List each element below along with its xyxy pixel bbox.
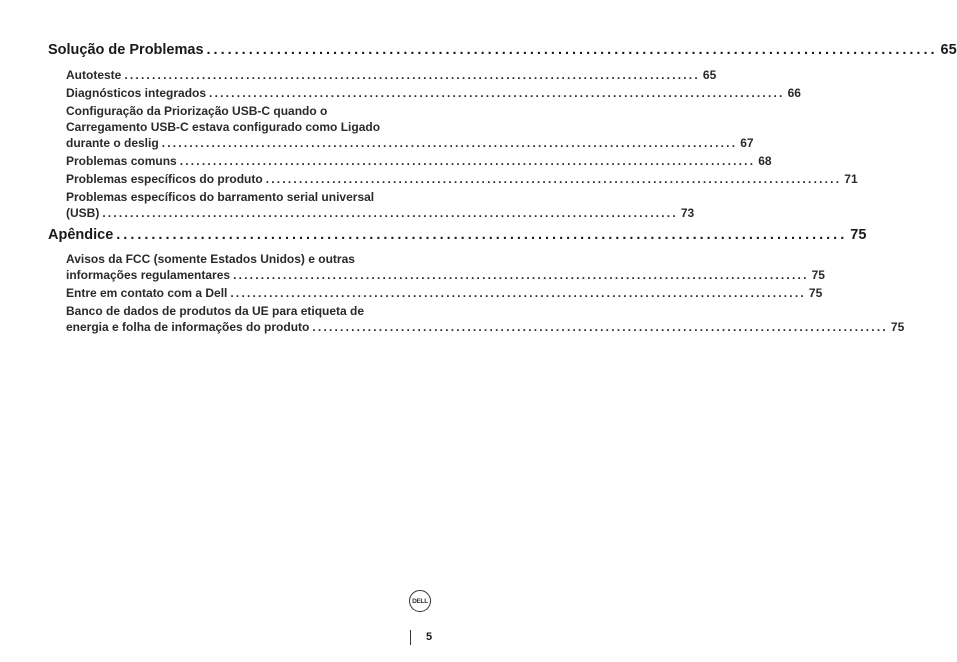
toc-leader-dots: ........................................................................................................ [179, 154, 756, 168]
toc-chapter-title: Apêndice [48, 227, 114, 243]
toc-entry-text: energia e folha de informações do produto [66, 320, 310, 334]
toc-entry-text: Entre em contato com a Dell [66, 286, 228, 300]
toc-page-number: 75 [808, 286, 823, 300]
toc-entry-text: Problemas comuns [66, 154, 177, 168]
toc-entry[interactable] [66, 189, 695, 221]
toc-entry-row [66, 171, 858, 187]
toc-leader-dots: ........................................................................................................ [233, 268, 809, 282]
dell-logo-icon [409, 590, 431, 612]
toc-entry-text: Banco de dados de produtos da UE para etiqueta de [66, 304, 365, 318]
toc-leader-dots: ........................................................................................................ [230, 286, 806, 300]
toc-entry-text: Problemas específicos do barramento serial universal [66, 190, 375, 204]
toc-entry-row [66, 267, 825, 283]
toc-section-list [48, 251, 905, 335]
footer-divider [410, 630, 411, 645]
toc-entry-text: Configuração da Priorização USB-C quando o [66, 104, 328, 118]
toc-entry[interactable] [66, 153, 772, 169]
toc-leader-dots: ........................................................................................................ [102, 206, 678, 220]
toc-leader-dots: ........................................................................................................ [124, 68, 700, 82]
toc-entry[interactable] [66, 251, 825, 283]
toc-leader-dots: ........................................................................................................ [209, 86, 785, 100]
toc-entry-text: Avisos da FCC (somente Estados Unidos) e outras [66, 252, 355, 266]
toc-leader-dots: ........................................................................................................ [116, 227, 848, 243]
toc-leader-dots: ........................................................................................................ [312, 320, 888, 334]
toc-entry-text: informações regulamentares [66, 268, 231, 282]
toc-page-number: 73 [680, 206, 695, 220]
toc-entry[interactable] [66, 171, 858, 187]
toc-entry-row [66, 319, 905, 335]
logo-text: DELL [412, 597, 428, 605]
toc-entry-text: Carregamento USB-C estava configurado como Ligado [66, 120, 381, 134]
toc-entry-text: Autoteste [66, 68, 122, 82]
toc-page-number: 75 [811, 268, 825, 282]
toc-entry-row [66, 67, 717, 83]
toc-chapter-troubleshooting[interactable] [48, 40, 957, 60]
toc-entry-text: Problemas específicos do produto [66, 172, 263, 186]
toc-entry-text: Diagnósticos integrados [66, 86, 207, 100]
page-number: 5 [426, 631, 433, 643]
toc-entry-row [66, 135, 754, 151]
toc-page-number: 71 [844, 172, 858, 186]
toc-page-number: 66 [787, 86, 801, 100]
toc-page-number: 65 [940, 42, 957, 58]
toc-leader-dots: ........................................................................................................ [161, 136, 738, 150]
toc-page-number: 67 [740, 136, 754, 150]
toc-entry-row [66, 85, 801, 101]
toc-page-number: 68 [758, 154, 772, 168]
toc-entry[interactable] [66, 303, 905, 335]
toc-entry-text: durante o deslig [66, 136, 159, 150]
toc-entry[interactable] [66, 67, 717, 83]
toc-entry[interactable] [66, 85, 801, 101]
toc-entry-row [66, 285, 823, 301]
toc-entry-row [66, 205, 695, 221]
toc-page-number: 75 [850, 227, 867, 243]
toc-entry[interactable] [66, 285, 823, 301]
toc-chapter-title: Solução de Problemas [48, 42, 204, 58]
toc-leader-dots: ........................................................................................................ [206, 42, 938, 58]
toc-section-list [48, 67, 858, 221]
toc-page-number: 75 [890, 320, 905, 334]
table-of-contents [48, 40, 957, 335]
toc-chapter-appendix[interactable] [48, 225, 867, 245]
toc-entry[interactable] [66, 103, 754, 151]
toc-page-number: 65 [702, 68, 717, 82]
toc-leader-dots: ........................................................................................................ [265, 172, 842, 186]
toc-entry-text: (USB) [66, 206, 100, 220]
toc-entry-row [66, 153, 772, 169]
